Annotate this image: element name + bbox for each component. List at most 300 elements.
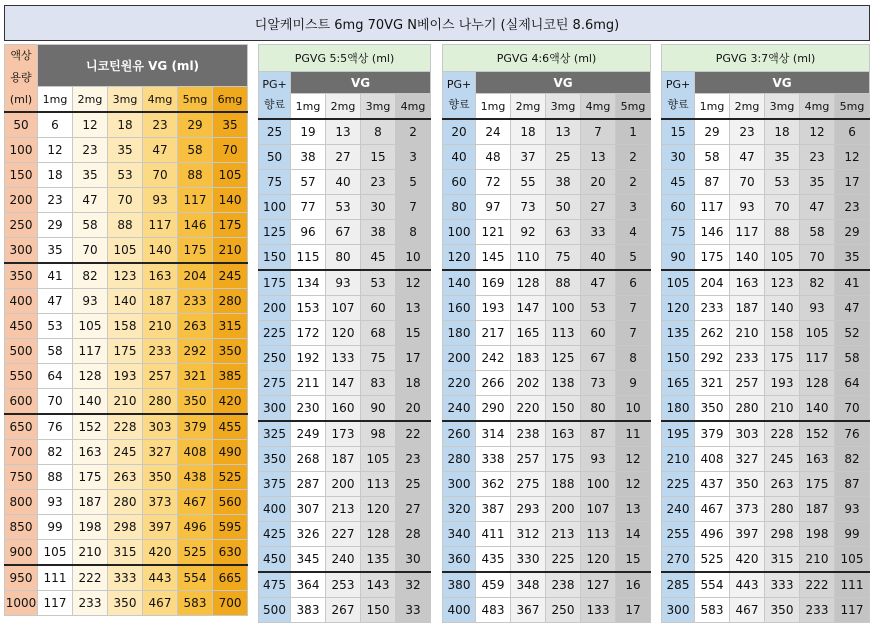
vg-value-cell: 169 (476, 270, 511, 296)
nicotine-value-cell: 163 (73, 440, 108, 465)
vg-value-cell: 105 (835, 547, 870, 573)
nicotine-value-cell: 379 (178, 414, 213, 440)
vg-value-cell: 120 (361, 497, 396, 522)
vg-value-cell: 303 (730, 421, 765, 447)
pg-flavor-value-cell: 25 (259, 119, 291, 145)
vg-value-cell: 193 (765, 371, 800, 396)
vg-value-cell: 213 (326, 497, 361, 522)
vg-value-cell: 437 (695, 472, 730, 497)
vg-value-cell: 52 (835, 321, 870, 346)
vg-value-cell: 25 (546, 145, 581, 170)
nicotine-value-cell: 88 (178, 163, 213, 188)
nicotine-value-cell: 23 (143, 112, 178, 138)
vg-value-cell: 238 (546, 572, 581, 598)
vg-value-cell: 367 (511, 598, 546, 623)
nicotine-value-cell: 560 (213, 490, 248, 515)
vg-value-cell: 583 (695, 598, 730, 623)
vg-value-cell: 152 (800, 421, 835, 447)
table-row (5, 188, 248, 213)
vg-value-cell: 16 (616, 572, 651, 598)
vg-value-cell: 77 (291, 195, 326, 220)
vg-value-cell: 397 (730, 522, 765, 547)
vg-value-cell: 362 (476, 472, 511, 497)
vg-value-cell: 73 (511, 195, 546, 220)
vg-value-cell: 193 (476, 296, 511, 321)
table-row (5, 540, 248, 566)
vg-column-header: 4mg (800, 94, 835, 120)
pg-flavor-value-cell: 255 (662, 522, 695, 547)
table-row (443, 270, 651, 296)
pg-flavor-label-line: 향료 (667, 98, 689, 111)
vg-value-cell: 172 (291, 321, 326, 346)
volume-cell: 400 (5, 289, 38, 314)
header-row (259, 72, 431, 94)
vg-value-cell: 187 (730, 296, 765, 321)
nicotine-value-cell: 198 (73, 515, 108, 540)
vg-value-cell: 4 (616, 220, 651, 245)
vg-value-cell: 327 (730, 447, 765, 472)
table-row (259, 421, 431, 447)
vg-value-cell: 321 (695, 371, 730, 396)
vg-value-cell: 113 (361, 472, 396, 497)
vg-value-cell: 58 (835, 346, 870, 371)
vg-value-cell: 75 (361, 346, 396, 371)
pg-flavor-value-cell: 340 (443, 522, 476, 547)
vg-value-cell: 147 (511, 296, 546, 321)
vg-value-cell: 338 (476, 447, 511, 472)
table-row (662, 270, 870, 296)
vg-value-cell: 121 (476, 220, 511, 245)
table-row (662, 421, 870, 447)
vg-value-cell: 13 (396, 296, 431, 321)
vg-value-cell: 228 (765, 421, 800, 447)
vg-value-cell: 383 (291, 598, 326, 623)
pg-flavor-value-cell: 30 (662, 145, 695, 170)
nicotine-value-cell: 408 (178, 440, 213, 465)
pg-flavor-value-cell: 165 (662, 371, 695, 396)
volume-cell: 750 (5, 465, 38, 490)
nicotine-value-cell: 315 (108, 540, 143, 566)
vg-value-cell: 262 (695, 321, 730, 346)
pg-flavor-value-cell: 100 (259, 195, 291, 220)
vg-value-cell: 93 (800, 296, 835, 321)
table-row (5, 339, 248, 364)
nicotine-value-cell: 6 (38, 112, 73, 138)
vg-value-cell: 35 (765, 145, 800, 170)
volume-cell: 200 (5, 188, 38, 213)
table-row (259, 472, 431, 497)
vg-value-cell: 187 (326, 447, 361, 472)
nicotine-vg-table (4, 44, 248, 616)
table-row (259, 447, 431, 472)
vg-value-cell: 87 (695, 170, 730, 195)
volume-cell: 450 (5, 314, 38, 339)
pg-flavor-value-cell: 475 (259, 572, 291, 598)
volume-cell: 500 (5, 339, 38, 364)
vg-value-cell: 135 (361, 547, 396, 573)
nicotine-value-cell: 111 (38, 565, 73, 591)
vg-value-cell: 67 (581, 346, 616, 371)
nicotine-value-cell: 490 (213, 440, 248, 465)
vg-value-cell: 13 (616, 497, 651, 522)
pg-flavor-value-cell: 220 (443, 371, 476, 396)
pg-flavor-value-cell: 280 (443, 447, 476, 472)
vg-value-cell: 8 (361, 119, 396, 145)
vg-column-header: 4mg (396, 94, 431, 120)
vg-value-cell: 27 (396, 497, 431, 522)
vg-value-cell: 150 (546, 396, 581, 422)
vg-value-cell: 63 (546, 220, 581, 245)
nicotine-value-cell: 204 (178, 263, 213, 289)
nicotine-value-cell: 187 (73, 490, 108, 515)
nicotine-value-cell: 35 (108, 138, 143, 163)
vg-value-cell: 227 (326, 522, 361, 547)
nicotine-value-cell: 397 (143, 515, 178, 540)
header-row (443, 45, 651, 72)
vg-value-cell: 33 (396, 598, 431, 623)
vg-value-cell: 12 (800, 119, 835, 145)
nicotine-value-cell: 193 (108, 364, 143, 389)
nicotine-column-header: 6mg (213, 87, 248, 113)
pg-flavor-value-cell: 270 (662, 547, 695, 573)
nicotine-column-header: 1mg (38, 87, 73, 113)
vg-value-cell: 280 (765, 497, 800, 522)
volume-cell: 700 (5, 440, 38, 465)
vg-value-cell: 83 (361, 371, 396, 396)
pg-flavor-value-cell: 50 (259, 145, 291, 170)
table-row (443, 421, 651, 447)
vg-value-cell: 198 (800, 522, 835, 547)
vg-value-cell: 187 (800, 497, 835, 522)
table-row (259, 547, 431, 573)
nicotine-value-cell: 140 (108, 289, 143, 314)
table-row (5, 238, 248, 264)
vg-value-cell: 13 (326, 119, 361, 145)
vg-value-cell: 47 (835, 296, 870, 321)
table-row (443, 170, 651, 195)
vg-header: VG (476, 72, 651, 94)
table-row (662, 522, 870, 547)
vg-column-header: 1mg (695, 94, 730, 120)
pg-flavor-value-cell: 60 (443, 170, 476, 195)
vg-value-cell: 387 (476, 497, 511, 522)
pg-flavor-value-cell: 240 (443, 396, 476, 422)
vg-value-cell: 53 (326, 195, 361, 220)
nicotine-value-cell: 222 (73, 565, 108, 591)
vg-value-cell: 210 (800, 547, 835, 573)
vg-value-cell: 45 (361, 245, 396, 271)
table-row (443, 522, 651, 547)
vg-value-cell: 28 (396, 522, 431, 547)
nicotine-value-cell: 117 (178, 188, 213, 213)
vg-value-cell: 120 (326, 321, 361, 346)
table-row (443, 296, 651, 321)
pg-flavor-value-cell: 90 (662, 245, 695, 271)
vg-value-cell: 117 (695, 195, 730, 220)
vg-value-cell: 125 (546, 346, 581, 371)
nicotine-value-cell: 47 (143, 138, 178, 163)
vg-value-cell: 268 (291, 447, 326, 472)
nicotine-vg-header: 니코틴원유 VG (ml) (38, 45, 248, 87)
table-row (259, 145, 431, 170)
table-row (259, 497, 431, 522)
vg-value-cell: 420 (730, 547, 765, 573)
vg-value-cell: 188 (546, 472, 581, 497)
vg-value-cell: 127 (581, 572, 616, 598)
vg-value-cell: 525 (695, 547, 730, 573)
pg-flavor-label-line: PG+ (665, 78, 691, 91)
nicotine-value-cell: 175 (73, 465, 108, 490)
nicotine-value-cell: 525 (213, 465, 248, 490)
table-row (662, 371, 870, 396)
vg-value-cell: 18 (396, 371, 431, 396)
volume-header-line: (ml) (9, 93, 33, 106)
nicotine-value-cell: 665 (213, 565, 248, 591)
vg-value-cell: 147 (326, 371, 361, 396)
pg-flavor-value-cell: 45 (662, 170, 695, 195)
nicotine-column-header: 5mg (178, 87, 213, 113)
vg-value-cell: 1 (616, 119, 651, 145)
vg-value-cell: 128 (800, 371, 835, 396)
pg-flavor-value-cell: 135 (662, 321, 695, 346)
nicotine-value-cell: 70 (108, 188, 143, 213)
vg-value-cell: 230 (291, 396, 326, 422)
pg-flavor-value-cell: 450 (259, 547, 291, 573)
nicotine-value-cell: 35 (213, 112, 248, 138)
volume-cell: 550 (5, 364, 38, 389)
nicotine-value-cell: 210 (143, 314, 178, 339)
vg-value-cell: 13 (546, 119, 581, 145)
nicotine-value-cell: 12 (38, 138, 73, 163)
vg-value-cell: 280 (730, 396, 765, 422)
vg-value-cell: 88 (765, 220, 800, 245)
table-row (259, 195, 431, 220)
vg-value-cell: 210 (730, 321, 765, 346)
vg-value-cell: 105 (800, 321, 835, 346)
vg-value-cell: 143 (361, 572, 396, 598)
vg-value-cell: 204 (695, 270, 730, 296)
vg-value-cell: 350 (730, 472, 765, 497)
table-row (443, 245, 651, 271)
vg-value-cell: 70 (835, 396, 870, 422)
table-row (443, 547, 651, 573)
pg-flavor-value-cell: 285 (662, 572, 695, 598)
vg-value-cell: 87 (835, 472, 870, 497)
vg-value-cell: 267 (326, 598, 361, 623)
vg-value-cell: 138 (546, 371, 581, 396)
vg-value-cell: 150 (361, 598, 396, 623)
vg-value-cell: 233 (730, 346, 765, 371)
vg-value-cell: 163 (800, 447, 835, 472)
pgvg-37-table (661, 44, 870, 623)
volume-cell: 800 (5, 490, 38, 515)
vg-value-cell: 67 (326, 220, 361, 245)
pg-flavor-value-cell: 160 (443, 296, 476, 321)
nicotine-value-cell: 23 (38, 188, 73, 213)
nicotine-value-cell: 467 (143, 591, 178, 616)
vg-value-cell: 18 (511, 119, 546, 145)
vg-value-cell: 20 (581, 170, 616, 195)
nicotine-value-cell: 280 (143, 389, 178, 415)
nicotine-value-cell: 93 (73, 289, 108, 314)
vg-value-cell: 163 (730, 270, 765, 296)
table-row (5, 490, 248, 515)
vg-value-cell: 27 (581, 195, 616, 220)
pg-flavor-value-cell: 350 (259, 447, 291, 472)
nicotine-value-cell: 700 (213, 591, 248, 616)
vg-value-cell: 38 (291, 145, 326, 170)
vg-value-cell: 315 (765, 547, 800, 573)
nicotine-value-cell: 18 (108, 112, 143, 138)
table-row (259, 245, 431, 271)
vg-column-header: 2mg (511, 94, 546, 120)
header-row (662, 45, 870, 72)
nicotine-value-cell: 327 (143, 440, 178, 465)
vg-value-cell: 245 (765, 447, 800, 472)
table-row (662, 296, 870, 321)
nicotine-value-cell: 496 (178, 515, 213, 540)
vg-value-cell: 2 (616, 145, 651, 170)
table-row (5, 565, 248, 591)
nicotine-value-cell: 438 (178, 465, 213, 490)
nicotine-value-cell: 18 (38, 163, 73, 188)
vg-value-cell: 222 (800, 572, 835, 598)
nicotine-value-cell: 70 (38, 389, 73, 415)
table-row (5, 465, 248, 490)
vg-value-cell: 298 (765, 522, 800, 547)
nicotine-value-cell: 58 (73, 213, 108, 238)
pg-flavor-label-line: 향료 (263, 98, 286, 111)
table-row (662, 321, 870, 346)
table-row (662, 245, 870, 271)
nicotine-value-cell: 467 (178, 490, 213, 515)
pgvg-55-table (258, 44, 431, 623)
table-row (5, 314, 248, 339)
vg-value-cell: 24 (476, 119, 511, 145)
table-row (259, 522, 431, 547)
nicotine-value-cell: 187 (143, 289, 178, 314)
table-row (259, 371, 431, 396)
nicotine-value-cell: 263 (108, 465, 143, 490)
table-row (259, 598, 431, 623)
vg-value-cell: 290 (476, 396, 511, 422)
vg-value-cell: 38 (546, 170, 581, 195)
vg-value-cell: 240 (326, 547, 361, 573)
pg-flavor-value-cell: 425 (259, 522, 291, 547)
pg-flavor-value-cell: 200 (259, 296, 291, 321)
nicotine-value-cell: 163 (143, 263, 178, 289)
nicotine-value-cell: 303 (143, 414, 178, 440)
nicotine-value-cell: 53 (108, 163, 143, 188)
pg-flavor-value-cell: 100 (443, 220, 476, 245)
vg-value-cell: 146 (695, 220, 730, 245)
vg-value-cell: 379 (695, 421, 730, 447)
vg-value-cell: 96 (291, 220, 326, 245)
vg-value-cell: 68 (361, 321, 396, 346)
vg-value-cell: 80 (326, 245, 361, 271)
vg-value-cell: 314 (476, 421, 511, 447)
pg-flavor-value-cell: 325 (259, 421, 291, 447)
volume-cell: 300 (5, 238, 38, 264)
pg-flavor-value-cell: 180 (662, 396, 695, 422)
nicotine-value-cell: 315 (213, 314, 248, 339)
nicotine-value-cell: 117 (73, 339, 108, 364)
vg-value-cell: 200 (326, 472, 361, 497)
vg-value-cell: 257 (730, 371, 765, 396)
nicotine-value-cell: 373 (143, 490, 178, 515)
vg-value-cell: 53 (765, 170, 800, 195)
vg-value-cell: 88 (546, 270, 581, 296)
page-title: 디알케미스트 6mg 70VG N베이스 나누기 (실제니코틴 8.6mg) (4, 5, 870, 41)
table-row (662, 447, 870, 472)
nicotine-value-cell: 175 (178, 238, 213, 264)
pg-flavor-label-line: 향료 (448, 98, 470, 111)
vg-value-cell: 57 (291, 170, 326, 195)
vg-value-cell: 257 (511, 447, 546, 472)
vg-value-cell: 213 (546, 522, 581, 547)
vg-value-cell: 233 (800, 598, 835, 623)
vg-value-cell: 5 (396, 170, 431, 195)
nicotine-value-cell: 228 (108, 414, 143, 440)
pg-flavor-value-cell: 210 (662, 447, 695, 472)
nicotine-value-cell: 58 (178, 138, 213, 163)
volume-cell: 250 (5, 213, 38, 238)
vg-value-cell: 7 (616, 296, 651, 321)
vg-value-cell: 140 (800, 396, 835, 422)
vg-value-cell: 40 (326, 170, 361, 195)
nicotine-value-cell: 233 (143, 339, 178, 364)
group-title: PGVG 4:6액상 (ml) (443, 45, 651, 72)
column-header-row (5, 87, 248, 113)
nicotine-value-cell: 88 (108, 213, 143, 238)
vg-column-header: 4mg (581, 94, 616, 120)
nicotine-value-cell: 29 (178, 112, 213, 138)
pg-flavor-value-cell: 400 (259, 497, 291, 522)
nicotine-value-cell: 47 (38, 289, 73, 314)
vg-value-cell: 70 (765, 195, 800, 220)
vg-value-cell: 238 (511, 421, 546, 447)
vg-value-cell: 93 (730, 195, 765, 220)
pg-flavor-value-cell: 225 (662, 472, 695, 497)
nicotine-value-cell: 175 (108, 339, 143, 364)
vg-value-cell: 8 (396, 220, 431, 245)
vg-value-cell: 128 (511, 270, 546, 296)
vg-value-cell: 364 (291, 572, 326, 598)
vg-value-cell: 554 (695, 572, 730, 598)
table-row (662, 598, 870, 623)
table-row (443, 472, 651, 497)
table-row (259, 572, 431, 598)
table-row (662, 572, 870, 598)
vg-value-cell: 105 (765, 245, 800, 271)
vg-value-cell: 6 (616, 270, 651, 296)
vg-value-cell: 15 (616, 547, 651, 573)
vg-column-header: 2mg (326, 94, 361, 120)
vg-value-cell: 22 (396, 421, 431, 447)
table-row (662, 547, 870, 573)
vg-value-cell: 12 (835, 145, 870, 170)
nicotine-value-cell: 58 (38, 339, 73, 364)
vg-value-cell: 217 (476, 321, 511, 346)
vg-value-cell: 2 (396, 119, 431, 145)
vg-value-cell: 133 (326, 346, 361, 371)
pg-flavor-value-cell: 150 (662, 346, 695, 371)
nicotine-value-cell: 93 (38, 490, 73, 515)
vg-value-cell: 25 (396, 472, 431, 497)
nicotine-value-cell: 263 (178, 314, 213, 339)
vg-value-cell: 293 (511, 497, 546, 522)
vg-value-cell: 175 (765, 346, 800, 371)
